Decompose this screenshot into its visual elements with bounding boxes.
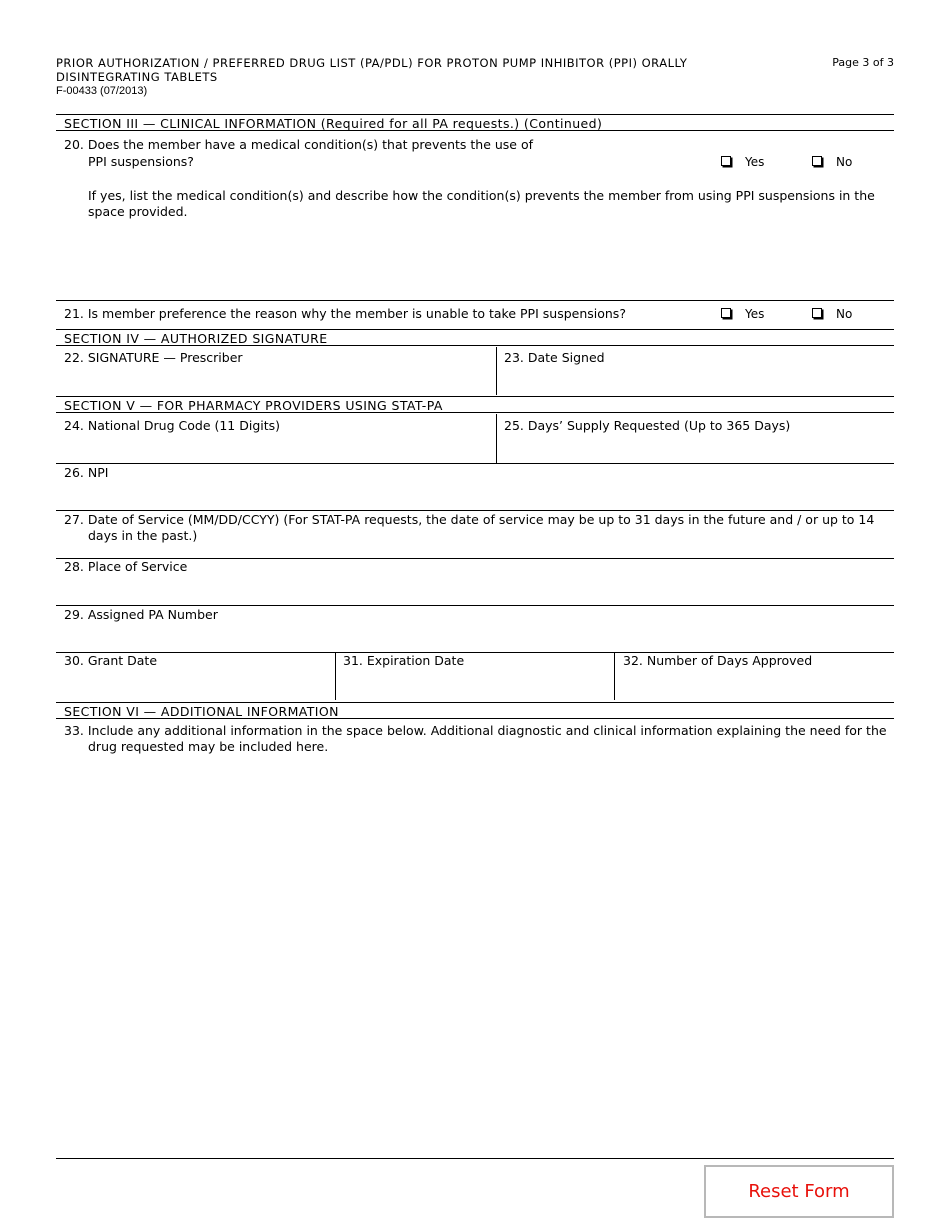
section-3-heading: SECTION III — CLINICAL INFORMATION (Required for all PA requests.) (Continued) xyxy=(56,114,894,131)
additional-info-label-line2: drug requested may be included here. xyxy=(88,739,329,754)
q21-no-checkbox[interactable]: No xyxy=(812,307,852,321)
checkbox-icon xyxy=(812,156,822,166)
q20-followup-text: If yes, list the medical condition(s) and describe how the condition(s) prevents the member from using PPI suspensions in the space provided. xyxy=(88,188,875,219)
q20-label-line1: 20. Does the member have a medical condition(s) that prevents the use of xyxy=(64,137,534,152)
divider xyxy=(56,1158,894,1159)
reset-form-button[interactable]: Reset Form xyxy=(704,1165,894,1218)
q21-yes-checkbox[interactable]: Yes xyxy=(721,307,764,321)
date-of-service-label-line2: days in the past.) xyxy=(88,528,198,543)
q20-explanation-field[interactable] xyxy=(56,222,894,298)
form-number: F-00433 (07/2013) xyxy=(56,85,148,97)
q20-no-checkbox[interactable]: No xyxy=(812,155,852,169)
section-4-heading: SECTION IV — AUTHORIZED SIGNATURE xyxy=(56,329,894,346)
grant-date-label: 30. Grant Date xyxy=(64,653,158,668)
place-of-service-field[interactable] xyxy=(56,576,894,604)
divider xyxy=(56,300,894,301)
expiration-date-label: 31. Expiration Date xyxy=(343,653,465,668)
assigned-pa-number-field[interactable] xyxy=(56,624,894,651)
place-of-service-label: 28. Place of Service xyxy=(64,559,188,574)
additional-info-field[interactable] xyxy=(56,760,894,1150)
signature-field[interactable] xyxy=(56,366,496,394)
ndc-label: 24. National Drug Code (11 Digits) xyxy=(64,418,281,433)
assigned-pa-number-label: 29. Assigned PA Number xyxy=(64,607,218,622)
divider xyxy=(335,652,336,700)
section-5-heading: SECTION V — FOR PHARMACY PROVIDERS USING STAT-PA xyxy=(56,396,894,413)
divider xyxy=(56,510,894,511)
page-number: Page 3 of 3 xyxy=(832,56,894,69)
ndc-field[interactable] xyxy=(56,434,496,462)
divider xyxy=(56,605,894,606)
additional-info-label-line1: 33. Include any additional information in the space below. Additional diagnostic and clinical information explaining the need for the xyxy=(64,723,887,738)
checkbox-icon xyxy=(812,308,822,318)
date-of-service-label-line1: 27. Date of Service (MM/DD/CCYY) (For STAT-PA requests, the date of service may be up to 31 days in the future and / or up to 14 xyxy=(64,512,875,527)
checkbox-icon xyxy=(721,308,731,318)
signature-label: 22. SIGNATURE — Prescriber xyxy=(64,350,243,365)
q20-yes-checkbox[interactable]: Yes xyxy=(721,155,764,169)
section-6-heading: SECTION VI — ADDITIONAL INFORMATION xyxy=(56,702,894,719)
divider xyxy=(56,463,894,464)
npi-field[interactable] xyxy=(56,482,894,510)
checkbox-icon xyxy=(721,156,731,166)
days-supply-field[interactable] xyxy=(497,434,894,462)
date-signed-field[interactable] xyxy=(497,366,894,394)
q21-label: 21. Is member preference the reason why the member is unable to take PPI suspensions? xyxy=(64,306,626,321)
date-signed-label: 23. Date Signed xyxy=(504,350,605,365)
form-title: PRIOR AUTHORIZATION / PREFERRED DRUG LIST (PA/PDL) FOR PROTON PUMP INHIBITOR (PPI) ORALLY DISINTEGRATING TABLETS xyxy=(56,56,688,84)
npi-label: 26. NPI xyxy=(64,465,109,480)
days-approved-label: 32. Number of Days Approved xyxy=(623,653,813,668)
divider xyxy=(614,652,615,700)
days-supply-label: 25. Days’ Supply Requested (Up to 365 Days) xyxy=(504,418,791,433)
q20-label-line2: PPI suspensions? xyxy=(88,154,194,169)
